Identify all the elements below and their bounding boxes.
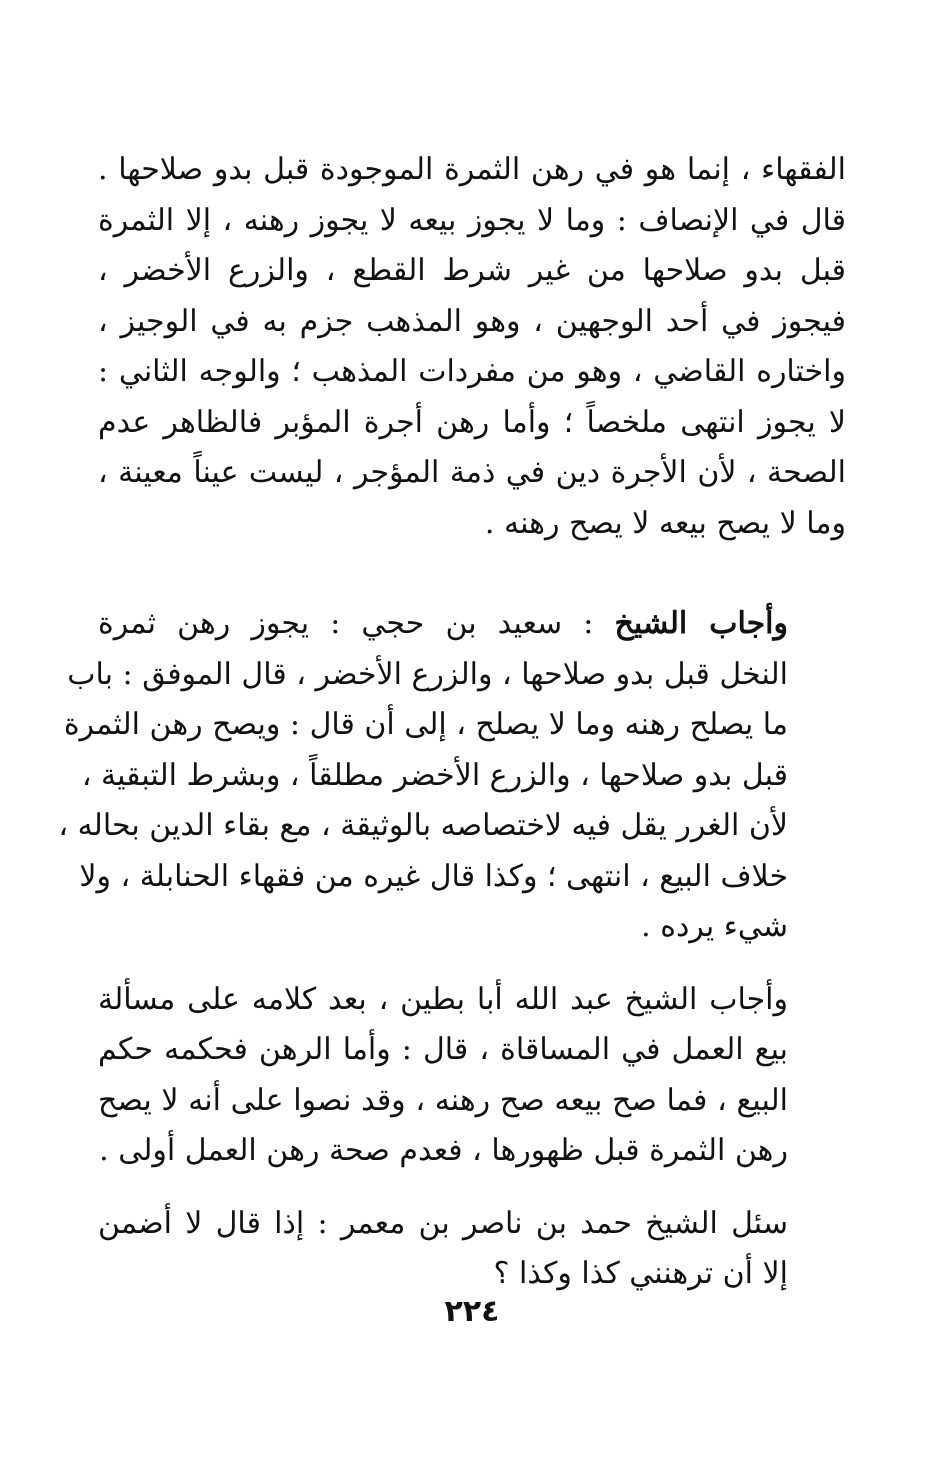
page-text-body	[58, 145, 846, 1300]
text-line: خلاف البيع ، انتهى ؛ وكذا قال غيره من فقهاء الحنابلة ، ولا	[79, 858, 788, 894]
text-line: قبل بدو صلاحها ، والزرع الأخضر مطلقاً ، وبشرط التبقية ،	[81, 757, 788, 793]
text-line: وما لا يصح بيعه لا يصح رهنه .	[484, 505, 846, 541]
text-line: لا يجوز انتهى ملخصاً ؛ وأما رهن أجرة المؤبر فالظاهر عدم	[98, 404, 846, 440]
text-line: شيء يرده .	[641, 909, 788, 944]
text-line: لأن الغرر يقل فيه لاختصاصه بالوثيقة ، مع بقاء الدين بحاله ،	[58, 808, 788, 843]
text-line: قال في الإنصاف : وما لا يجوز بيعه لا يجوز رهنه ، إلا الثمرة	[98, 202, 846, 238]
paragraph-2	[58, 599, 846, 953]
paragraph-4	[98, 1199, 846, 1300]
text-line: سئل الشيخ حمد بن ناصر بن معمر : إذا قال لا أضمن	[98, 1205, 788, 1241]
paragraph-1	[98, 145, 846, 549]
text-line: وأجاب الشيخ عبد الله أبا بطين ، بعد كلامه على مسألة	[98, 981, 788, 1017]
page-number: ٢٢٤	[444, 1294, 500, 1329]
text-line: واختاره القاضي ، وهو من مفردات المذهب ؛ والوجه الثاني :	[98, 354, 846, 389]
paragraph-3	[98, 975, 846, 1177]
text-line: الصحة ، لأن الأجرة دين في ذمة المؤجر ، ليست عيناً معينة ،	[98, 455, 846, 490]
text-line: البيع ، فما صح بيعه صح رهنه ، وقد نصوا على أنه لا يصح	[98, 1082, 788, 1118]
text-line: ما يصلح رهنه وما لا يصلح ، إلى أن قال : ويصح رهن الثمرة	[63, 707, 788, 742]
text-line-with-lead	[98, 599, 846, 650]
text-line: قبل بدو صلاحها من غير شرط القطع ، والزرع الأخضر ،	[98, 253, 846, 288]
bold-lead-phrase: وأجاب الشيخ	[614, 606, 788, 641]
text-line: فيجوز في أحد الوجهين ، وهو المذهب جزم به في الوجيز ،	[98, 303, 846, 339]
text-line: إلا أن ترهنني كذا وكذا ؟	[493, 1256, 788, 1291]
text-line: رهن الثمرة قبل ظهورها ، فعدم صحة رهن العمل أولى .	[99, 1133, 788, 1168]
text-line-rest: : سعيد بن حجي : يجوز رهن ثمرة	[98, 606, 615, 641]
text-line: النخل قبل بدو صلاحها ، والزرع الأخضر ، قال الموفق : باب	[67, 656, 788, 692]
text-line: الفقهاء ، إنما هو في رهن الثمرة الموجودة قبل بدو صلاحها .	[98, 152, 846, 187]
text-line: بيع العمل في المساقاة ، قال : وأما الرهن فحكمه حكم	[98, 1032, 788, 1067]
